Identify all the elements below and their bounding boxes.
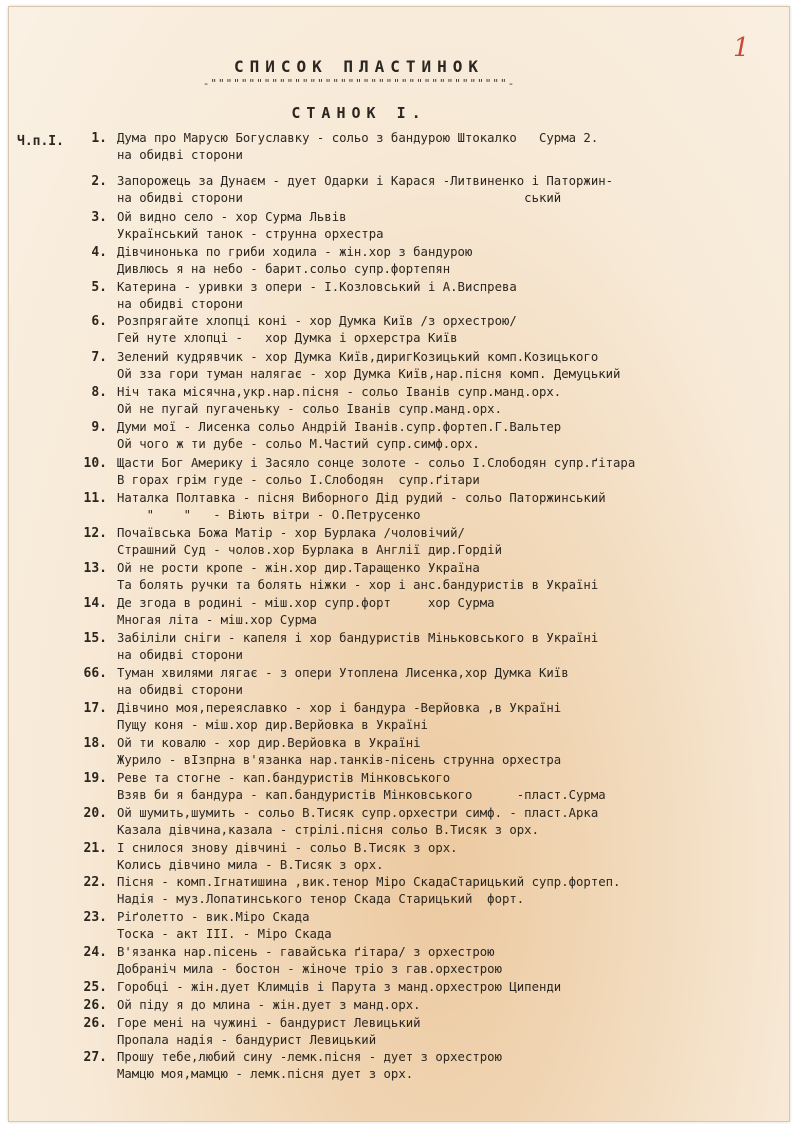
list-item: [9, 595, 789, 629]
item-number: 6.: [91, 314, 107, 329]
item-number: 4.: [91, 245, 107, 260]
item-number: 17.: [83, 701, 107, 716]
item-line: Туман хвилями лягає - з опери Утоплена Лисенка,хор Думка Київ: [117, 666, 569, 680]
item-number: 9.: [91, 420, 107, 435]
item-line: Ріґолетто - вик.Міро Скада: [117, 910, 310, 924]
item-line: Катерина - уривки з опери - І.Козловський і А.Виспрева: [117, 280, 517, 294]
list-item: [9, 130, 789, 164]
item-number: 2.: [91, 174, 107, 189]
item-line: Тоска - акт ІІІ. - Міро Скада: [117, 927, 332, 941]
item-line: Колись дівчино мила - В.Тисяк з орх.: [117, 858, 384, 872]
list-item: [9, 455, 789, 489]
item-number: 14.: [83, 596, 107, 611]
document-title: СПИСОК ПЛАСТИНОК: [233, 57, 485, 76]
item-line: Дівчинонька по гриби ходила - жін.хор з бандурою: [117, 245, 473, 259]
document-page: [8, 6, 790, 1122]
item-line: Пущу коня - міш.хор дир.Верйовка в Україні: [117, 718, 428, 732]
list-item: [9, 560, 789, 594]
item-number: 26.: [83, 998, 107, 1013]
item-line: Дивлюсь я на небо - барит.сольо супр.фортепян: [117, 262, 451, 276]
item-number: 19.: [83, 771, 107, 786]
item-line: Щасти Бог Америку і Засяло сонце золоте - сольо І.Слободян супр.ґітара: [117, 456, 636, 470]
item-line: Де згода в родині - міш.хор супр.форт хор Сурма: [117, 596, 495, 610]
item-line: Наталка Полтавка - пісня Виборного Дід рудий - сольо Паторжинський: [117, 491, 606, 505]
item-number: 18.: [83, 736, 107, 751]
item-line: на обидві сторони ський: [117, 191, 562, 205]
item-line: Взяв би я бандура - кап.бандуристів Мінковського -пласт.Сурма: [117, 788, 606, 802]
item-line: Зелений кудрявчик - хор Думка Київ,диригКозицький комп.Козицького: [117, 350, 599, 364]
title-underline: -"""""""""""""""""""""""""""""""""""""""-: [202, 77, 516, 90]
item-line: Дума про Марусю Богуславку - сольо з бандурою Штокалко Сурма 2.: [117, 131, 599, 145]
list-item: [9, 805, 789, 839]
document-subtitle: СТАНОК І.: [291, 104, 427, 122]
item-line: В'язанка нар.пісень - гавайська ґітара/ з орхестрою: [117, 945, 495, 959]
item-line: Горе мені на чужині - бандурист Левицький: [117, 1016, 421, 1030]
item-number: 21.: [83, 841, 107, 856]
item-line: Та болять ручки та болять ніжки - хор і анс.бандуристів в Україні: [117, 578, 599, 592]
item-number: 11.: [83, 491, 107, 506]
item-line: на обидві сторони: [117, 648, 243, 662]
list-item: [9, 630, 789, 664]
item-line: на обидві сторони: [117, 297, 243, 311]
item-line: Пісня - комп.Ігнатишина ,вик.тенор Міро СкадаСтарицький супр.фортеп.: [117, 875, 621, 889]
item-line: Многая літа - міш.хор Сурма: [117, 613, 317, 627]
item-number: 25.: [83, 980, 107, 995]
item-number: 12.: [83, 526, 107, 541]
list-item: [9, 735, 789, 769]
list-item: [9, 349, 789, 383]
item-line: Прошу тебе,любий сину -лемк.пісня - дует з орхестрою: [117, 1050, 502, 1064]
item-line: Добраніч мила - бостон - жіноче тріо з гав.орхестрою: [117, 962, 502, 976]
item-number: 13.: [83, 561, 107, 576]
list-item: [9, 770, 789, 804]
item-number: 26.: [83, 1016, 107, 1031]
list-label: Ч.п.І.: [17, 134, 64, 149]
list-item: [9, 313, 789, 347]
item-line: Гей нуте хлопці - хор Думка і орхерстра Київ: [117, 331, 458, 345]
item-line: на обидві сторони: [117, 148, 243, 162]
item-number: 15.: [83, 631, 107, 646]
item-line: Український танок - струнна орхестра: [117, 227, 384, 241]
item-number: 5.: [91, 280, 107, 295]
item-number: 66.: [83, 666, 107, 681]
item-line: Ой видно село - хор Сурма Львів: [117, 210, 347, 224]
list-item: [9, 665, 789, 699]
item-number: 7.: [91, 350, 107, 365]
list-item: [9, 874, 789, 908]
list-item: [9, 525, 789, 559]
item-number: 10.: [83, 456, 107, 471]
item-number: 23.: [83, 910, 107, 925]
item-line: Страшний Суд - чолов.хор Бурлака в Англії дир.Гордій: [117, 543, 502, 557]
list-item: [9, 279, 789, 313]
item-line: Забіліли сніги - капеля і хор бандуристів Міньковського в Україні: [117, 631, 599, 645]
item-number: 8.: [91, 385, 107, 400]
item-number: 27.: [83, 1050, 107, 1065]
list-item: [9, 244, 789, 278]
item-line: Ой не рости кропе - жін.хор дир.Таращенко Україна: [117, 561, 480, 575]
item-line: Ніч така місячна,укр.нар.пісня - сольо Іванів супр.манд.орх.: [117, 385, 562, 399]
item-line: Дівчино моя,переяславко - хор і бандура -Верйовка ,в Україні: [117, 701, 562, 715]
item-line: Надія - муз.Лопатинського тенор Скада Старицький форт.: [117, 892, 525, 906]
item-line: Мамцю моя,мамцю - лемк.пісня дует з орх.: [117, 1067, 414, 1081]
item-number: 22.: [83, 875, 107, 890]
item-line: Реве та стогне - кап.бандуристів Мінковського: [117, 771, 451, 785]
list-item: [9, 1015, 789, 1049]
list-item: [9, 173, 789, 207]
item-number: 1.: [91, 131, 107, 146]
list-item: [9, 490, 789, 524]
page-number: 1: [733, 33, 750, 63]
item-number: 3.: [91, 210, 107, 225]
item-line: В горах грім гуде - сольо І.Слободян супр.ґітари: [117, 473, 480, 487]
item-number: 20.: [83, 806, 107, 821]
item-line: Почаївська Божа Матір - хор Бурлака /чоловічий/: [117, 526, 465, 540]
item-line: Журило - вІзпрна в'язанка нар.танків-пісень струнна орхестра: [117, 753, 562, 767]
item-line: Ой шумить,шумить - сольо В.Тисяк супр.орхестри симф. - пласт.Арка: [117, 806, 599, 820]
item-line: Думи мої - Лисенка сольо Андрій Іванів.супр.фортеп.Г.Вальтер: [117, 420, 562, 434]
list-item: [9, 209, 789, 243]
list-item: [9, 419, 789, 453]
item-line: Ой піду я до млина - жін.дует з манд.орх.: [117, 998, 421, 1012]
item-line: Ой ти ковалю - хор дир.Верйовка в Україні: [117, 736, 421, 750]
list-item: [9, 909, 789, 943]
item-line: Ой не пугай пугаченьку - сольо Іванів супр.манд.орх.: [117, 402, 502, 416]
list-item: [9, 840, 789, 874]
list-item: [9, 944, 789, 978]
list-item: [9, 1049, 789, 1083]
item-line: Казала дівчина,казала - стрілі.пісня сольо В.Тисяк з орх.: [117, 823, 539, 837]
item-line: Горобці - жін.дует Климців і Парута з манд.орхестрою Ципенди: [117, 980, 562, 994]
item-line: Пропала надія - бандурист Левицький: [117, 1033, 377, 1047]
list-item: [9, 700, 789, 734]
item-line: Ой зза гори туман налягає - хор Думка Київ,нар.пісня комп. Демуцький: [117, 367, 621, 381]
item-line: Розпрягайте хлопці коні - хор Думка Київ /з орхестрою/: [117, 314, 517, 328]
item-line: на обидві сторони: [117, 683, 243, 697]
list-item: [9, 384, 789, 418]
item-line: " " - Віють вітри - О.Петрусенко: [117, 508, 421, 522]
item-line: І снилося знову дівчині - сольо В.Тисяк з орх.: [117, 841, 458, 855]
item-line: Ой чого ж ти дубе - сольо М.Частий супр.симф.орх.: [117, 437, 480, 451]
item-line: Запорожець за Дунаєм - дует Одарки і Карася -Литвиненко і Паторжин-: [117, 174, 614, 188]
item-number: 24.: [83, 945, 107, 960]
